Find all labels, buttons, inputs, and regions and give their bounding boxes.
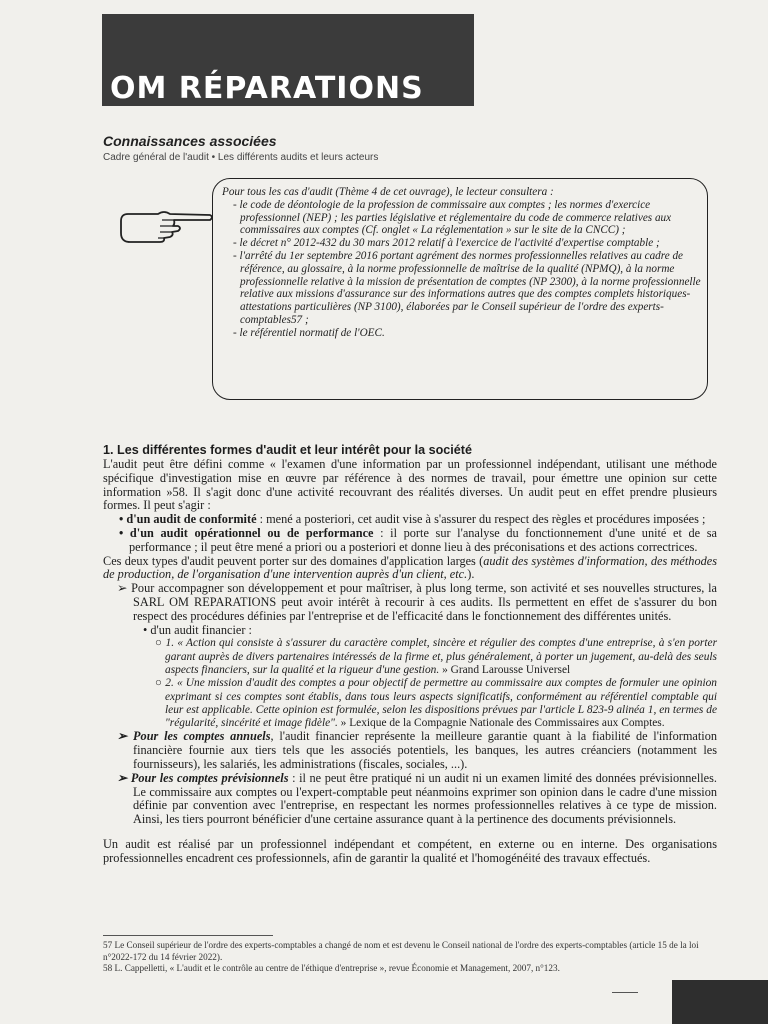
section-heading: 1. Les différentes formes d'audit et leur intérêt pour la société (103, 443, 473, 457)
callout-text (222, 186, 704, 340)
bullet-operational-audit: • d'un audit opérationnel ou de performance : il porte sur l'analyse du fonctionnement d'une unité et de sa performance ; il peut être mené a priori ou a posteriori et donne lieu à des préconisations et des actions correctrices. (119, 525, 717, 554)
definition-quote-cncc: ○ 2. « Une mission d'audit des comptes a pour objectif de permettre au commissaire aux comptes de formuler une opinion exprimant si ces comptes sont établis, dans tous leurs aspects significatifs, conformément au référentiel comptable qui leur est applicable. Cette opinion est formulée, selon les dispositions prévues par l'article L 823-9 alinéa 1, en termes de "régularité, sincérité et image fidèle". » Lexique de la Compagnie Nationale des Commissaires aux Comptes. (155, 677, 717, 730)
callout-item: - l'arrêté du 1er septembre 2016 portant agrément des normes professionnelles relatives au cadre de référence, au glossaire, à la norme professionnelle de maîtrise de la qualité (NPMQ), à la norme professionnelle relative à la mission de présentation de comptes (NP 2300), à la norme professionnelle relative aux missions d'assurance sur des informations autres que des comptes complets historiques-attestations particulières (NP 3100), élaborées par le Conseil supérieur de l'ordre des experts-comptables57 ; (233, 249, 701, 326)
scan-mark (612, 992, 638, 993)
title-banner (102, 14, 474, 106)
bullet-compliance-audit: • d'un audit de conformité : mené a posteriori, cet audit vise à s'assurer du respect des règles et procédures imposées ; (119, 512, 706, 527)
callout-intro: Pour tous les cas d'audit (Thème 4 de cet ouvrage), le lecteur consultera : (222, 186, 554, 198)
arrow-item-annual-accounts: ➢ Pour les comptes annuels, l'audit financier représente la meilleure garantie quant à la fiabilité de l'information financière fournie aux tiers tels que les associés potentiels, les banques, les autres créanciers (notamment les fournisseurs), les salariés, les administrations (fiscales, sociales, ...). (117, 729, 717, 772)
footnote: 57 Le Conseil supérieur de l'ordre des experts-comptables a changé de nom et est devenu le Conseil national de l'ordre des experts-comptables (article 15 de la loi n°2022-172 du 14 février 2022). (103, 940, 699, 962)
page-title: OM RÉPARATIONS (110, 71, 424, 106)
scope-paragraph: Ces deux types d'audit peuvent porter sur des domaines d'application larges (audit des systèmes d'information, des méthodes de production, de l'organisation d'une intervention auprès d'un client, etc.). (103, 553, 717, 582)
intro-paragraph: L'audit peut être défini comme « l'examen d'une information par un professionnel indépendant, utilisant une méthode spécifique d'investigation mise en œuvre par référence à des normes de travail, pour émettre une opinion sur cette information »58. Il s'agit donc d'une activité recouvrant des réalités diverses. Un audit peut en effet prendre plusieurs formes. Il peut s'agir : (103, 457, 717, 513)
arrow-item-forecast-accounts: ➢ Pour les comptes prévisionnels : il ne peut être pratiqué ni un audit ni un examen limité des données prévisionnelles. Le commissaire aux comptes ou l'expert-comptable peut néanmoins exprimer son opinion dans le cadre d'une mission définie par convention avec l'entreprise, en respectant les normes professionnelles relatives à ce type de mission. Ainsi, les tiers pourront bénéficier d'une certaine assurance quant à la pertinence des documents prévisionnels. (117, 770, 717, 827)
footnote: 58 L. Cappelletti, « L'audit et le contrôle au centre de l'éthique d'entreprise », revue Économie et Management, 2007, n°123. (103, 963, 560, 974)
page-corner-tab (672, 980, 768, 1024)
footnote-divider (103, 935, 273, 936)
pointing-hand-icon (118, 207, 214, 247)
definition-quote-larousse: ○ 1. « Action qui consiste à s'assurer du caractère complet, sincère et régulier des comptes d'une entreprise, à s'en porter garant auprès de divers partenaires intéressés de la firme et, plus généralement, à porter un jugement, au-delà des seuls aspects financiers, sur la qualité et la rigueur d'une gestion. » Grand Larousse Universel (155, 637, 717, 676)
knowledge-heading: Connaissances associées (103, 133, 277, 149)
bullet-financial-audit: • d'un audit financier : (143, 622, 252, 637)
callout-item: - le décret n° 2012-432 du 30 mars 2012 relatif à l'exercice de l'activité d'expertise comptable ; (233, 237, 660, 250)
closing-paragraph: Un audit est réalisé par un professionnel indépendant et compétent, en externe ou en interne. Des organisations professionnelles encadrent ces professionnels, afin de garantir la qualité et l'homogénéité des travaux effectués. (103, 837, 717, 865)
callout-item: - le référentiel normatif de l'OEC. (233, 326, 385, 339)
arrow-item-development: ➢ Pour accompagner son développement et pour maîtriser, à plus long terme, son activité et ses nouvelles structures, la SARL OM REPARATIONS peut avoir intérêt à recourir à ces audits. Ils permettent en effet de s'assurer du bon respect des procédures définies par l'entreprise et de l'efficacité dans le fonctionnement des différentes unités. (117, 581, 717, 623)
callout-item: - le code de déontologie de la profession de commissaire aux comptes ; les normes d'exercice professionnel (NEP) ; les parties législative et réglementaire du code de commerce relatives aux commissaires aux comptes (Cf. onglet « La réglementation » sur le site de la CNCC) ; (233, 198, 672, 237)
section-body (103, 458, 717, 866)
footnotes (103, 940, 717, 975)
knowledge-subheading: Cadre général de l'audit • Les différents audits et leurs acteurs (103, 152, 379, 163)
